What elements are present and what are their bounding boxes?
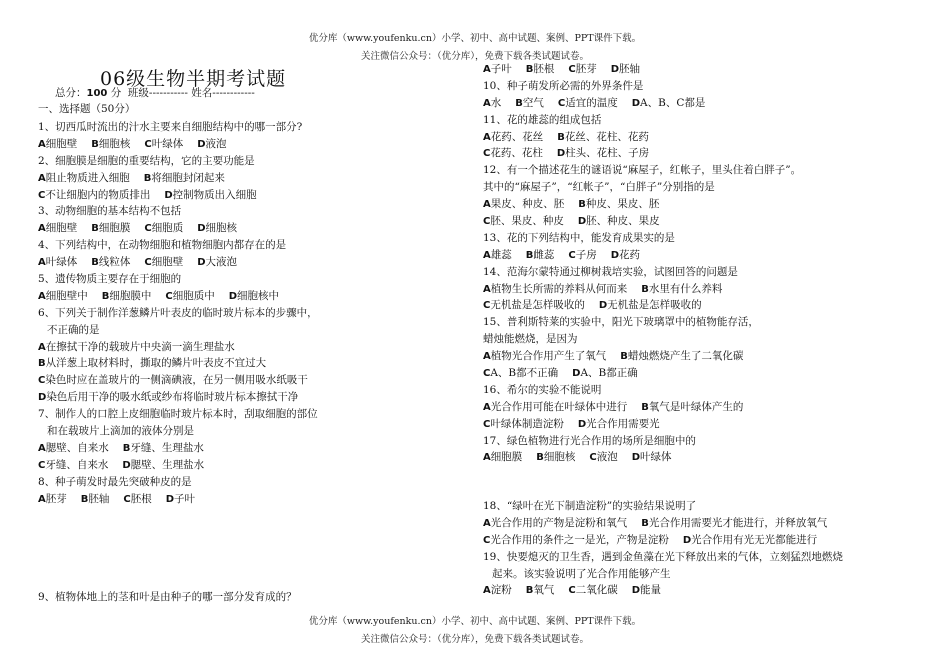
option-text: 空气 xyxy=(522,96,544,109)
option-a xyxy=(483,281,627,299)
option-b xyxy=(91,254,130,272)
name-field: 姓名------------ xyxy=(191,87,255,99)
question-text: 蜡烛能燃烧，是因为 xyxy=(483,333,578,346)
answer-options xyxy=(483,348,801,365)
option-letter: D xyxy=(197,257,206,269)
option-letter: A xyxy=(38,493,46,505)
option-text: 氧气是叶绿体产生的 xyxy=(648,400,744,413)
option-text: 牙缝、生理盐水 xyxy=(130,441,204,454)
option-a xyxy=(483,449,522,467)
total-unit: 分 xyxy=(110,87,122,99)
option-c xyxy=(144,220,183,238)
option-text: 花丝、花柱、花药 xyxy=(564,130,649,143)
option-letter: C xyxy=(568,249,576,261)
answer-options xyxy=(483,416,801,433)
option-text: 液泡 xyxy=(596,451,618,464)
header-line-1: 优分库（www.youfenku.cn）小学、初中、高中试题、案例、PPT课件下载。 xyxy=(308,33,642,44)
option-letter: A xyxy=(483,401,491,413)
option-text: 胚轴 xyxy=(88,492,110,505)
question-text: 6、下列关于制作洋葱鳞片叶表皮的临时玻片标本的步骤中， xyxy=(38,306,318,319)
option-text: 染色时应在盖玻片的一侧滴碘液，在另一侧用吸水纸吸干 xyxy=(45,374,308,387)
option-text: 蜡烛燃烧产生了二氧化碳 xyxy=(627,350,744,363)
option-letter: D xyxy=(577,216,587,228)
option-letter: B xyxy=(80,493,89,505)
option-c xyxy=(568,61,596,79)
option-letter: A xyxy=(483,585,491,597)
option-c xyxy=(483,416,564,434)
option-letter: A xyxy=(38,138,46,150)
option-letter: B xyxy=(101,290,110,302)
option-letter: B xyxy=(525,249,534,261)
option-a xyxy=(483,399,627,417)
answer-options xyxy=(38,254,318,271)
question-text: 17、绿色植物进行光合作用的场所是细胞中的 xyxy=(483,434,696,447)
option-d xyxy=(229,288,279,306)
option-text: 无机盐是怎样吸收的 xyxy=(490,299,585,312)
option-text: 细胞质中 xyxy=(172,289,215,302)
option-letter: C xyxy=(144,223,152,235)
option-text: 能量 xyxy=(640,584,662,597)
option-text: 水 xyxy=(490,96,502,109)
answer-options xyxy=(38,220,318,237)
option-b xyxy=(81,491,110,509)
option-c xyxy=(144,254,183,272)
option-text: 液泡 xyxy=(205,137,227,150)
option-letter: C xyxy=(483,418,491,430)
left-question-column xyxy=(38,119,318,507)
option-text: A、B都不正确 xyxy=(490,367,559,380)
option-letter: B xyxy=(641,517,649,529)
option-letter: B xyxy=(91,138,99,150)
option-d xyxy=(578,213,660,231)
option-a xyxy=(38,339,235,357)
option-text: 花药、花丝 xyxy=(490,130,544,143)
option-letter: D xyxy=(197,138,206,150)
option-letter: D xyxy=(197,223,206,235)
option-text: 胚芽 xyxy=(45,492,67,505)
footer-line-1: 优分库（www.youfenku.cn）小学、初中、高中试题、案例、PPT课件下载。 xyxy=(308,616,642,627)
option-letter: D xyxy=(610,64,620,75)
option-letter: D xyxy=(122,459,131,471)
option-text: 雌蕊 xyxy=(533,248,555,261)
answer-options xyxy=(38,440,318,457)
option-text: 氧气 xyxy=(533,584,555,597)
option-letter: C xyxy=(589,452,597,464)
answer-options xyxy=(483,515,843,532)
option-letter: D xyxy=(38,392,47,404)
option-c xyxy=(483,145,543,163)
option-letter: B xyxy=(515,97,523,109)
option-letter: B xyxy=(578,199,586,211)
option-letter: A xyxy=(38,341,46,353)
option-d xyxy=(599,297,702,315)
option-d xyxy=(197,254,237,272)
option-text: 胚轴 xyxy=(619,63,641,75)
option-text: 腮壁、自来水 xyxy=(45,441,109,454)
option-a xyxy=(38,440,109,458)
option-text: 淀粉 xyxy=(490,584,512,597)
option-d xyxy=(197,136,226,154)
option-text: 细胞膜 xyxy=(490,451,523,464)
option-text: 果皮、种皮、胚 xyxy=(490,198,565,211)
option-text: 细胞核 xyxy=(543,451,576,464)
answer-options xyxy=(38,491,318,508)
option-letter: C xyxy=(483,368,491,380)
option-c xyxy=(568,582,617,600)
option-text: 水里有什么养料 xyxy=(648,282,723,295)
option-b xyxy=(102,288,152,306)
option-text: 胚根 xyxy=(130,492,152,505)
option-letter: C xyxy=(568,585,576,597)
option-text: 叶绿体 xyxy=(45,256,78,269)
option-a xyxy=(483,247,512,265)
option-letter: C xyxy=(38,375,46,387)
option-text: A、B、C都是 xyxy=(640,96,706,109)
option-text: 腮壁、生理盐水 xyxy=(130,458,205,471)
option-b xyxy=(641,281,722,299)
question-text: 15、普利斯特莱的实验中，阳光下玻璃罩中的植物能存活， xyxy=(483,316,759,329)
option-b xyxy=(526,247,555,265)
option-letter: D xyxy=(165,493,175,505)
option-d xyxy=(197,220,237,238)
answer-options xyxy=(38,339,318,356)
option-text: 植物光合作用产生了氧气 xyxy=(490,350,607,363)
option-a xyxy=(38,288,88,306)
option-text: 无机盐是怎样吸收的 xyxy=(607,299,702,312)
option-text: 适宜的温度 xyxy=(565,96,618,109)
option-text: 子房 xyxy=(575,248,597,261)
answer-options xyxy=(483,449,801,466)
option-b xyxy=(536,449,575,467)
answer-options xyxy=(483,399,801,416)
question-text: 起来。该实验说明了光合作用能够产生 xyxy=(492,567,671,580)
option-letter: A xyxy=(38,172,46,184)
option-letter: A xyxy=(38,442,46,454)
question-text: 10、种子萌发所必需的外界条件是 xyxy=(483,79,644,92)
option-d xyxy=(572,365,638,383)
option-letter: C xyxy=(123,493,131,505)
option-text: 光合作用有光无光都能进行 xyxy=(691,533,818,546)
option-text: 花药、花柱 xyxy=(490,147,543,160)
option-c xyxy=(483,532,669,550)
option-d xyxy=(683,532,817,550)
option-text: 胚、果皮、种皮 xyxy=(490,215,564,228)
option-d xyxy=(632,95,706,113)
right-question-column xyxy=(483,61,801,466)
question-text: 3、动物细胞的基本结构不包括 xyxy=(38,205,182,218)
answer-options xyxy=(483,196,801,213)
option-text: 叶绿体制造淀粉 xyxy=(490,417,564,430)
option-letter: C xyxy=(165,290,173,302)
question-text: 不正确的是 xyxy=(47,323,100,336)
option-text: 从洋葱上取材料时，撕取的鳞片叶表皮不宜过大 xyxy=(45,357,267,370)
option-a xyxy=(38,170,130,188)
option-letter: A xyxy=(38,223,46,235)
option-letter: B xyxy=(122,442,131,454)
option-c xyxy=(165,288,214,306)
answer-options xyxy=(483,129,801,146)
section-heading: 一、选择题（50分） xyxy=(38,103,136,115)
option-letter: C xyxy=(144,257,152,269)
option-text: 胚根 xyxy=(533,63,555,75)
option-letter: A xyxy=(38,257,46,269)
option-d xyxy=(632,449,672,467)
question-text: 12、有一个描述花生的谜语说“麻屋子，红帐子，里头住着白胖子”。 xyxy=(483,164,802,177)
option-letter: B xyxy=(38,358,46,370)
option-letter: C xyxy=(557,97,566,109)
option-letter: B xyxy=(525,64,534,75)
option-a xyxy=(483,129,543,147)
option-b xyxy=(557,129,649,147)
option-b xyxy=(144,170,225,188)
option-b xyxy=(620,348,743,366)
option-letter: A xyxy=(483,199,491,211)
option-letter: B xyxy=(536,452,544,464)
question-text: 19、快要熄灭的卫生香，遇到金鱼藻在光下释放出来的气体，立刻猛烈地燃烧 xyxy=(483,550,843,563)
option-letter: B xyxy=(91,257,99,269)
option-c xyxy=(589,449,617,467)
option-a xyxy=(483,348,606,366)
option-text: 将细胞封闭起来 xyxy=(151,171,225,184)
option-letter: A xyxy=(483,131,491,143)
option-b xyxy=(578,196,659,214)
option-c xyxy=(38,372,308,390)
option-letter: B xyxy=(91,223,99,235)
option-text: 牙缝、自来水 xyxy=(45,458,109,471)
option-a xyxy=(38,136,77,154)
option-letter: C xyxy=(483,534,491,546)
question-text: 5、遗传物质主要存在于细胞的 xyxy=(38,273,182,286)
class-field: 班级----------- xyxy=(127,87,188,99)
option-letter: D xyxy=(598,300,608,312)
option-d xyxy=(611,247,640,265)
option-letter: B xyxy=(525,585,534,597)
option-letter: B xyxy=(143,172,152,184)
option-letter: C xyxy=(483,216,491,228)
option-b xyxy=(123,440,204,458)
answer-options xyxy=(483,213,801,230)
option-letter: D xyxy=(631,585,641,597)
option-text: 细胞质 xyxy=(151,222,184,235)
option-text: 在擦拭干净的载玻片中央滴一滴生理盐水 xyxy=(45,340,235,353)
question-text: 和在载玻片上滴加的液体分别是 xyxy=(47,425,194,438)
option-a xyxy=(483,515,627,533)
option-letter: A xyxy=(483,64,491,75)
header-line-2: 关注微信公众号：（优分库），免费下载各类试题试卷。 xyxy=(360,51,589,62)
option-letter: B xyxy=(557,131,565,143)
option-c xyxy=(123,491,151,509)
option-a xyxy=(483,196,564,214)
option-letter: D xyxy=(164,189,173,201)
answer-options xyxy=(483,297,801,314)
answer-options xyxy=(483,532,843,549)
option-text: A、B都正确 xyxy=(580,367,638,380)
question-text: 16、希尔的实验不能说明 xyxy=(483,383,602,396)
option-d xyxy=(38,389,298,407)
option-d xyxy=(578,416,660,434)
option-c xyxy=(38,187,150,205)
question-text: 2、细胞膜是细胞的重要结构，它的主要功能是 xyxy=(38,154,255,167)
option-text: 子叶 xyxy=(490,63,512,75)
option-letter: D xyxy=(228,290,238,302)
option-d xyxy=(632,582,661,600)
option-text: 胚、种皮、果皮 xyxy=(586,215,660,228)
answer-options xyxy=(38,136,318,153)
option-d xyxy=(122,457,204,475)
option-text: 叶绿体 xyxy=(151,137,184,150)
option-b xyxy=(91,220,130,238)
question-text: 8、种子萌发时最先突破种皮的是 xyxy=(38,475,192,488)
answer-options xyxy=(483,582,843,599)
option-b xyxy=(91,136,130,154)
answer-options xyxy=(38,355,318,372)
answer-options xyxy=(483,95,801,112)
option-letter: D xyxy=(682,534,692,546)
option-text: 光合作用需要光 xyxy=(586,417,660,430)
option-a xyxy=(38,220,77,238)
total-value: 100 xyxy=(86,88,108,99)
answer-options xyxy=(483,365,801,382)
option-letter: C xyxy=(483,300,491,312)
option-text: 阻止物质进入细胞 xyxy=(45,171,130,184)
option-letter: A xyxy=(38,290,46,302)
option-d xyxy=(166,491,195,509)
option-b xyxy=(641,515,827,533)
answer-options xyxy=(483,281,801,298)
option-text: 二氧化碳 xyxy=(575,584,618,597)
option-text: 细胞核中 xyxy=(237,289,280,302)
option-text: 光合作用需要光才能进行，并释放氧气 xyxy=(648,516,828,529)
option-letter: A xyxy=(483,283,491,295)
option-letter: C xyxy=(38,459,46,471)
option-letter: D xyxy=(577,418,587,430)
answer-options xyxy=(38,389,318,406)
option-letter: A xyxy=(483,452,491,464)
option-letter: A xyxy=(483,249,491,261)
option-a xyxy=(483,582,512,600)
option-letter: C xyxy=(38,189,46,201)
option-letter: D xyxy=(631,452,641,464)
option-text: 不让细胞内的物质排出 xyxy=(45,188,151,201)
option-letter: C xyxy=(483,148,491,160)
question-text: 其中的“麻屋子”，“红帐子”，“白胖子”分别指的是 xyxy=(483,181,715,194)
option-text: 细胞膜中 xyxy=(109,289,152,302)
option-letter: D xyxy=(631,97,641,109)
option-letter: B xyxy=(641,283,649,295)
option-text: 大液泡 xyxy=(205,256,238,269)
option-letter: B xyxy=(641,401,649,413)
answer-options xyxy=(38,187,318,204)
option-letter: C xyxy=(144,138,152,150)
option-b xyxy=(641,399,743,417)
option-text: 胚芽 xyxy=(575,63,597,75)
option-letter: A xyxy=(483,517,491,529)
answer-options xyxy=(38,372,318,389)
option-text: 细胞壁中 xyxy=(45,289,88,302)
question-text: 18、“绿叶在光下制造淀粉”的实验结果说明了 xyxy=(483,500,697,512)
answer-options xyxy=(483,145,801,162)
question-9: 9、植物体地上的茎和叶是由种子的哪一部分发育成的？ xyxy=(38,591,297,603)
option-b xyxy=(38,355,266,373)
option-text: 子叶 xyxy=(174,492,196,505)
option-letter: C xyxy=(568,64,576,75)
option-text: 柱头、花柱、子房 xyxy=(565,147,650,160)
option-c xyxy=(144,136,183,154)
option-text: 细胞壁 xyxy=(151,256,184,269)
page-title: 06级生物半期考试题 xyxy=(100,68,287,90)
option-c xyxy=(483,365,558,383)
option-a xyxy=(38,254,77,272)
option-letter: D xyxy=(572,368,581,380)
option-text: 光合作用可能在叶绿体中进行 xyxy=(490,400,628,413)
option-text: 细胞核 xyxy=(205,222,238,235)
option-text: 种皮、果皮、胚 xyxy=(585,198,660,211)
option-b xyxy=(526,61,555,79)
option-a xyxy=(483,95,501,113)
option-text: 雄蕊 xyxy=(490,248,512,261)
option-letter: A xyxy=(483,97,491,109)
option-text: 细胞壁 xyxy=(45,222,78,235)
option-text: 细胞壁 xyxy=(45,137,78,150)
option-c xyxy=(558,95,618,113)
option-c xyxy=(483,297,585,315)
option-c xyxy=(568,247,596,265)
option-text: 控制物质出入细胞 xyxy=(172,188,257,201)
option-d xyxy=(164,187,256,205)
option-text: 光合作用的条件之一是光，产物是淀粉 xyxy=(490,533,669,546)
option-b xyxy=(526,582,555,600)
question-text: 1、切西瓜时流出的汁水主要来自细胞结构中的哪一部分? xyxy=(38,121,303,133)
option-text: 叶绿体 xyxy=(640,451,672,464)
answer-options xyxy=(483,61,801,78)
option-text: 细胞核 xyxy=(98,137,131,150)
option-a xyxy=(38,491,67,509)
option-text: 线粒体 xyxy=(98,256,131,269)
question-text: 13、花的下列结构中，能发育成果实的是 xyxy=(483,231,675,244)
option-letter: D xyxy=(610,249,620,261)
answer-options xyxy=(38,457,318,474)
option-a xyxy=(483,61,512,79)
option-b xyxy=(515,95,544,113)
answer-options xyxy=(483,247,801,264)
option-text: 花药 xyxy=(619,248,641,261)
option-letter: A xyxy=(483,351,491,363)
option-text: 细胞膜 xyxy=(98,222,131,235)
option-text: 光合作用的产物是淀粉和氧气 xyxy=(490,516,628,529)
option-d xyxy=(557,145,649,163)
question-text: 7、制作人的口腔上皮细胞临时玻片标本时，刮取细胞的部位 xyxy=(38,408,318,421)
footer-line-2: 关注微信公众号：（优分库），免费下载各类试题试卷。 xyxy=(360,634,589,645)
question-text: 14、范海尔蒙特通过柳树栽培实验，试图回答的问题是 xyxy=(483,265,738,278)
option-letter: D xyxy=(556,148,566,160)
option-c xyxy=(38,457,108,475)
option-c xyxy=(483,213,564,231)
answer-options xyxy=(38,288,318,305)
option-text: 染色后用干净的吸水纸或纱布将临时玻片标本擦拭干净 xyxy=(46,391,299,404)
answer-options xyxy=(38,170,318,187)
right-bottom-questions xyxy=(483,498,843,599)
total-label: 总分： xyxy=(55,87,87,99)
option-text: 植物生长所需的养料从何而来 xyxy=(490,282,628,295)
option-d xyxy=(611,61,640,79)
question-text: 4、下列结构中，在动物细胞和植物细胞内都存在的是 xyxy=(38,239,287,252)
option-letter: B xyxy=(620,351,628,363)
question-text: 11、花的雄蕊的组成包括 xyxy=(483,113,602,126)
